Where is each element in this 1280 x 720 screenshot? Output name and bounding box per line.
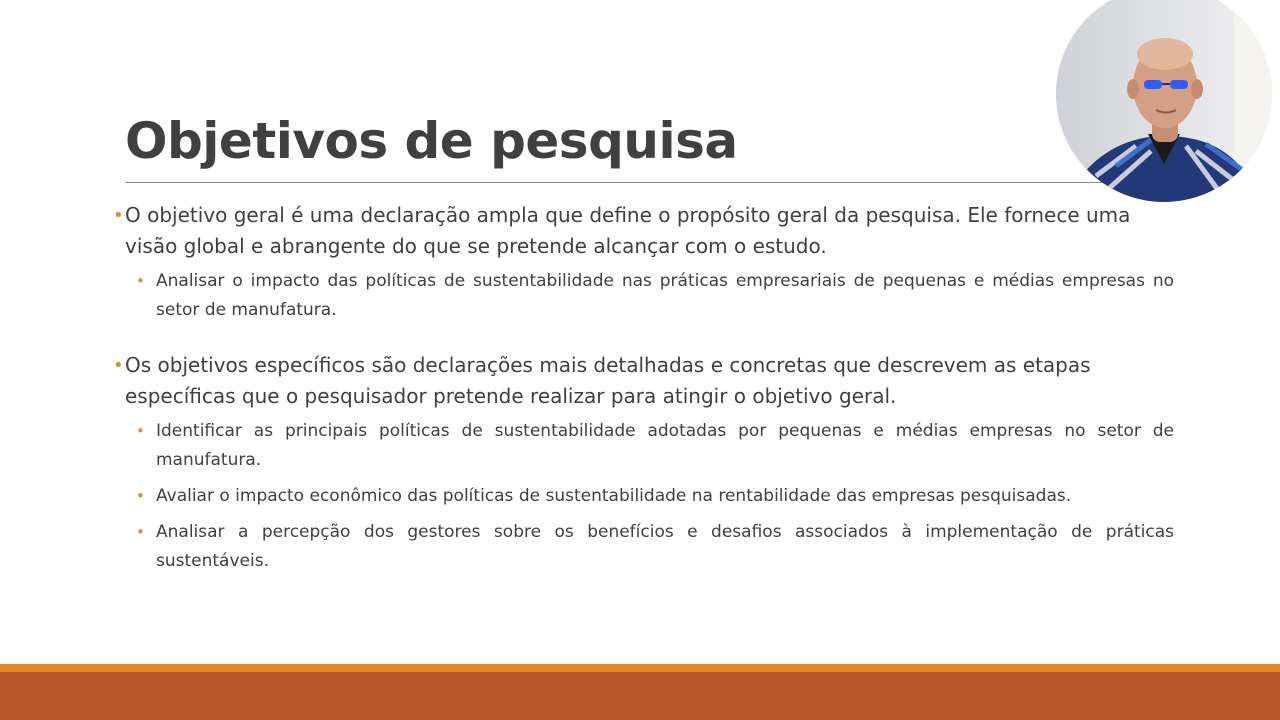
bullet-icon: •	[136, 523, 145, 541]
sub-bullet-text: Identificar as principais políticas de sustentabilidade adotadas por pequenas e médias empresas no setor de manufatura.	[156, 421, 1174, 470]
sub-bullet-specific-1	[112, 417, 1174, 475]
title-divider	[125, 182, 1125, 183]
person-video-icon	[1056, 0, 1272, 202]
bullet-icon: •	[113, 205, 124, 226]
sub-bullet-specific-2	[112, 482, 1174, 511]
slide-title: Objetivos de pesquisa	[125, 112, 738, 170]
sub-bullet-specific-3	[112, 518, 1174, 576]
bullet-icon: •	[113, 355, 124, 376]
sub-bullet-text: Analisar o impacto das políticas de sustentabilidade nas práticas empresariais de pequenas e médias empresas no setor de manufatura.	[156, 271, 1174, 320]
bullet-icon: •	[136, 487, 145, 505]
sub-bullet-general-1	[112, 267, 1174, 325]
bullet-icon: •	[136, 422, 145, 440]
bullet-text: O objetivo geral é uma declaração ampla que define o propósito geral da pesquisa. Ele fornece uma visão global e abrangente do que se pretende alcançar com o estudo.	[125, 203, 1131, 258]
sub-bullet-text: Analisar a percepção dos gestores sobre os benefícios e desafios associados à implementação de práticas sustentáveis.	[156, 522, 1174, 571]
bullet-icon: •	[136, 272, 145, 290]
slide-content	[112, 200, 1174, 583]
spacer	[112, 332, 1174, 350]
bullet-specific-objectives	[112, 350, 1174, 412]
footer-accent-band	[0, 664, 1280, 672]
bullet-text: Os objetivos específicos são declarações mais detalhadas e concretas que descrevem as etapas específicas que o pesquisador pretende realizar para atingir o objetivo geral.	[125, 353, 1091, 408]
sub-bullet-text: Avaliar o impacto econômico das políticas de sustentabilidade na rentabilidade das empresas pesquisadas.	[156, 486, 1072, 506]
bullet-general-objective	[112, 200, 1174, 262]
footer-band	[0, 672, 1280, 720]
webcam-overlay	[1056, 0, 1272, 202]
